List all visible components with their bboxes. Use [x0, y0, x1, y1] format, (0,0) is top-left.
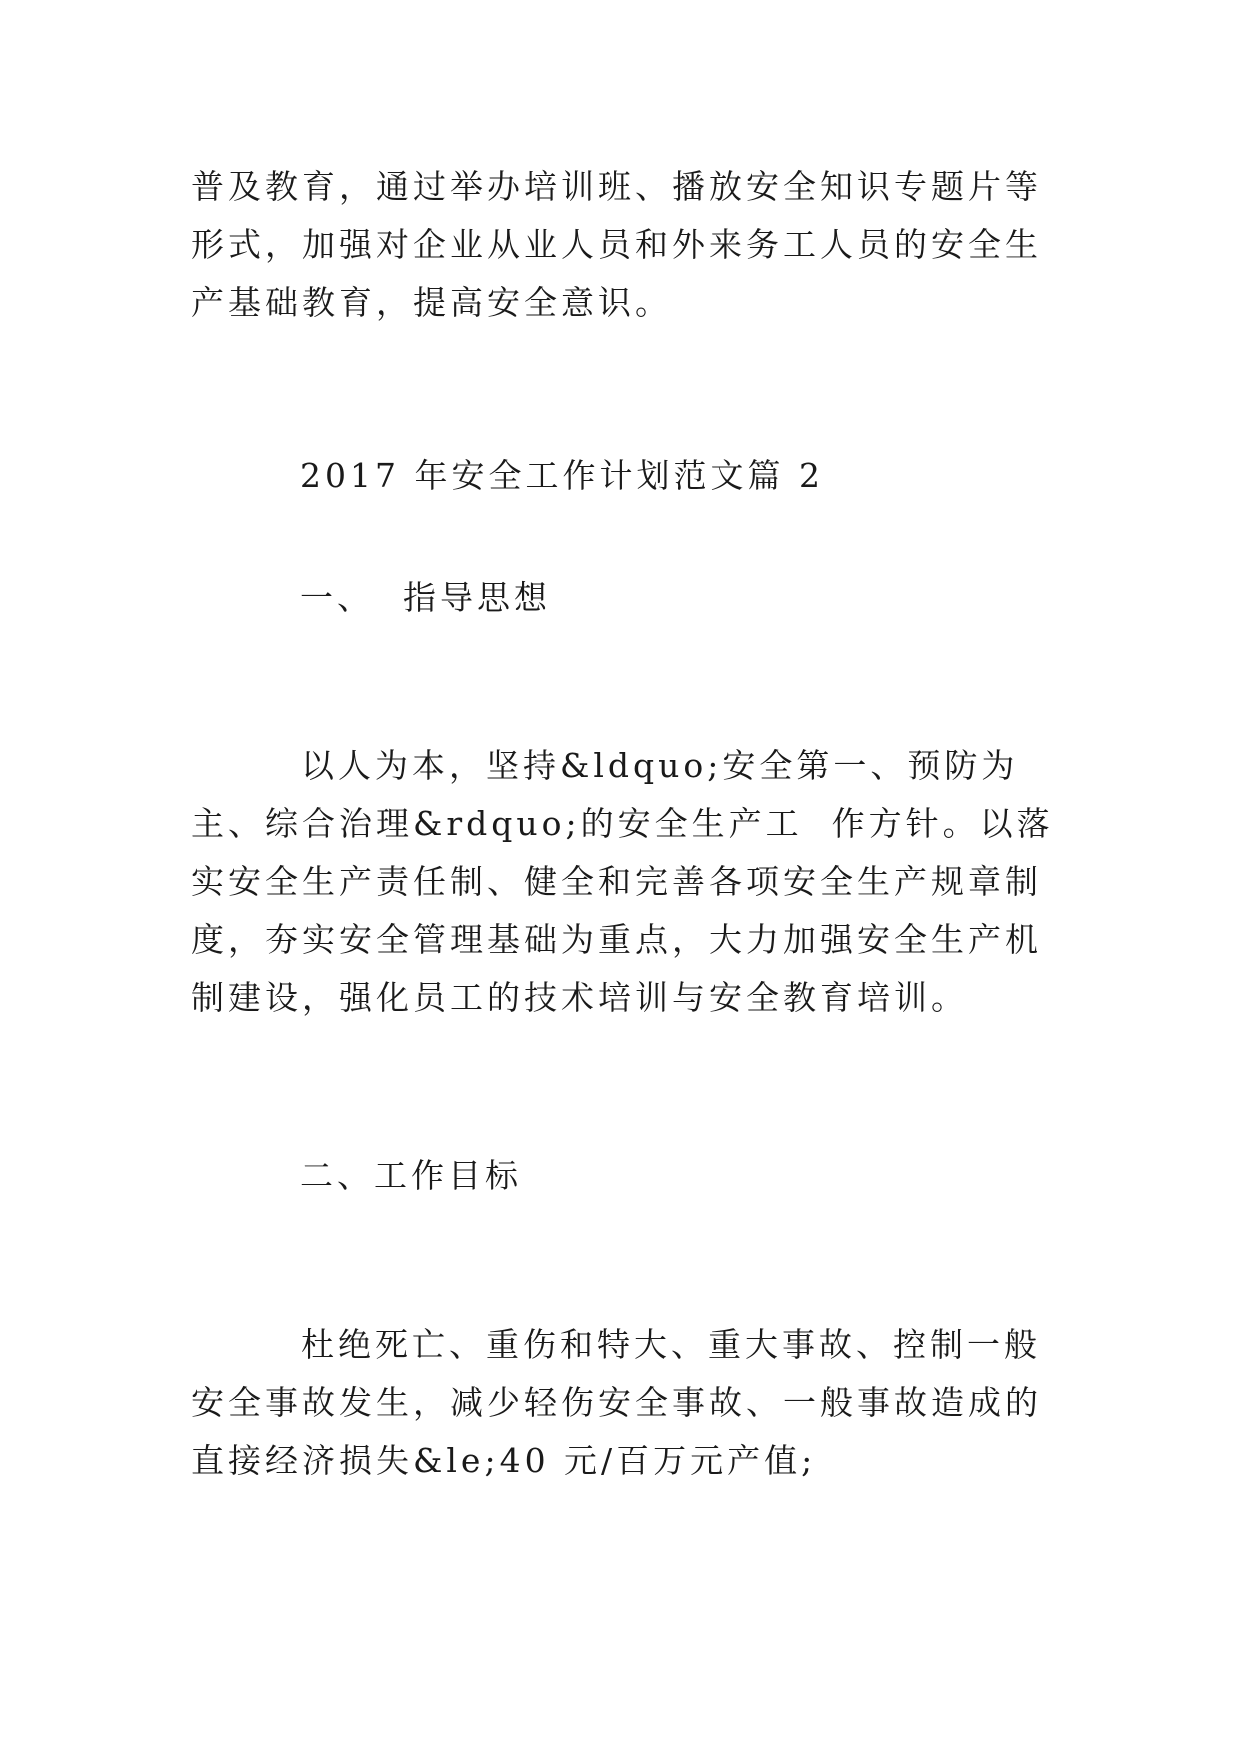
heading-guiding-ideology: 一、 指导思想 [300, 578, 551, 617]
paragraph-work-goals: 杜绝死亡、重伤和特大、重大事故、控制一般安全事故发生，减少轻伤安全事故、一般事故造成的直接经济损失&le;40 元/百万元产值; [191, 1325, 1042, 1480]
intro-paragraph: 普及教育，通过举办培训班、播放安全知识专题片等形式，加强对企业从业人员和外来务工人员的安全生产基础教育，提高安全意识。 [191, 167, 1042, 322]
heading-work-goals: 二、工作目标 [300, 1156, 522, 1195]
paragraph-guiding-ideology: 以人为本，坚持&ldquo;安全第一、预防为主、综合治理&rdquo;的安全生产工 作方针。以落实安全生产责任制、健全和完善各项安全生产规章制度，夯实安全管理基础为重点，大力加强安全生产机制建设，强化员工的技术培训与安全教育培训。 [191, 746, 1054, 1017]
section-title: 2017 年安全工作计划范文篇 2 [300, 456, 824, 495]
